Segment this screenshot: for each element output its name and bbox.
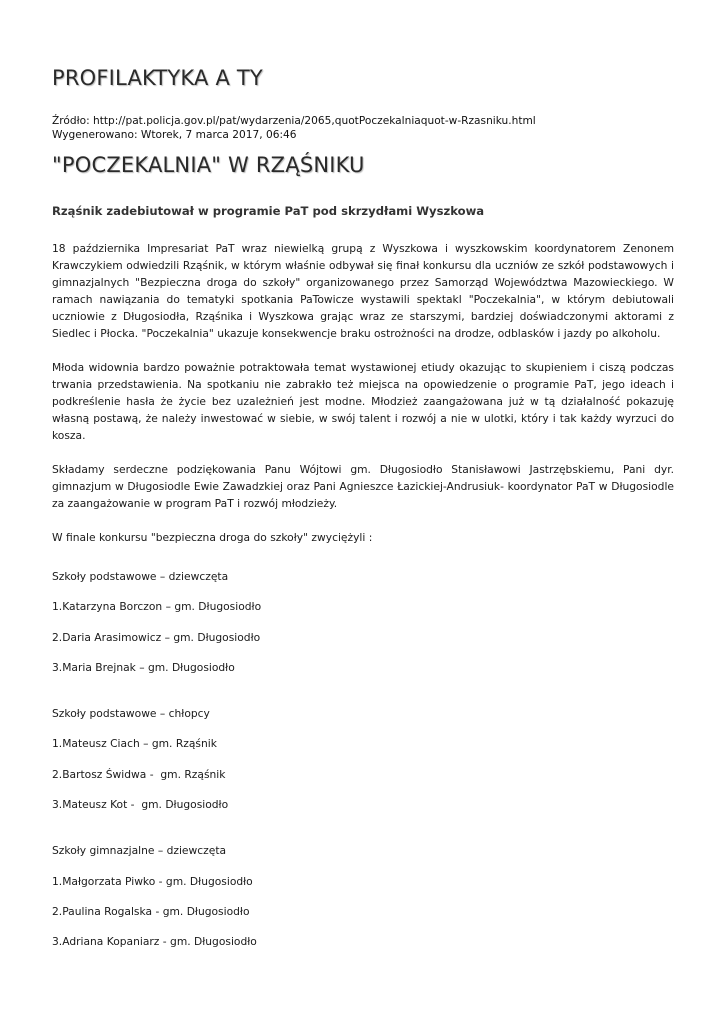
list-item: 3.Mateusz Kot - gm. Długosiodło [52,798,229,812]
source-line: Źródło: http://pat.policja.gov.pl/pat/wydarzenia/2065,quotPoczekalniaquot-w-Rzasniku.html [52,115,536,127]
results-category: Szkoły gimnazjalne – dziewczęta [52,844,227,858]
meta-block [52,114,536,142]
spacer [52,826,261,842]
list-item: 2.Bartosz Świdwa - gm. Rząśnik [52,767,226,781]
results-list [52,568,261,964]
paragraph: Składamy serdeczne podziękowania Panu Wójtowi gm. Długosiodło Stanisławowi Jastrzębskiemu, Pani dyr. gimnazjum w Długosiodle Ewie Zawadzkiej oraz Pani Agnieszce Łazickiej-Andrusiuk- koordynator PaT w Długosiodle za zaangażowanie w program PaT i rozwój młodzieży. [52,463,674,510]
results-category: Szkoły podstawowe – chłopcy [52,707,210,721]
article-body [52,240,674,563]
list-item: 2.Daria Arasimowicz – gm. Długosiodło [52,630,261,644]
spacer [52,689,261,705]
paragraph: 18 października Impresariat PaT wraz niewielką grupą z Wyszkowa i wyszkowskim koordynatorem Zenonem Krawczykiem odwiedzili Rząśnik, w którym właśnie odbywał się finał konkursu dla uczniów ze szkół podstawowych i gimnazjalnych "Bezpieczna droga do szkoły" organizowanego przez Samorząd Województwa Mazowieckiego. W ramach nawiązania do tematyki spotkania PaTowicze wystawili spektakl "Poczekalnia", w którym debiutowali uczniowie z Długosiodła, Rząśnika i Wyszkowa grając wraz ze starszymi, bardziej doświadczonymi aktorami z Siedlec i Płocka. "Poczekalnia" ukazuje konsekwencje braku ostrożności na drodze, odblasków i jazdy po alkoholu. [52,242,674,340]
list-item: 1.Katarzyna Borczon – gm. Długosiodło [52,600,262,614]
article-lead: Rząśnik zadebiutował w programie PaT pod skrzydłami Wyszkowa [52,204,485,218]
list-item: 2.Paulina Rogalska - gm. Długosiodło [52,904,250,918]
site-title: PROFILAKTYKA A TY [52,66,263,90]
paragraph: Młoda widownia bardzo poważnie potraktowała temat wystawionej etiudy okazując to skupieniem i ciszą podczas trwania przedstawienia. Na spotkaniu nie zabrakło też miejsca na opowiedzenie o programie PaT, jego ideach i podkreślenie hasła że życie bez uzależnień jest modne. Młodzież zaangażowana już w tą działalność pokazuję własną postawą, że należy inwestować w siebie, w swój talent i rozwój a nie w ulotki, który i tak każdy wyrzuci do kosza. [52,361,674,442]
list-item: 3.Maria Brejnak – gm. Długosiodło [52,660,235,674]
results-category: Szkoły podstawowe – dziewczęta [52,570,229,583]
list-item: 3.Adriana Kopaniarz - gm. Długosiodło [52,935,257,949]
list-item: 1.Mateusz Ciach – gm. Rząśnik [52,737,217,751]
list-item: 1.Małgorzata Piwko - gm. Długosiodło [52,874,253,888]
paragraph: W finale konkursu "bezpieczna droga do szkoły" zwyciężyli : [52,531,373,544]
article-title: "POCZEKALNIA" W RZĄŚNIKU [52,153,365,177]
generated-line: Wygenerowano: Wtorek, 7 marca 2017, 06:46 [52,129,297,141]
